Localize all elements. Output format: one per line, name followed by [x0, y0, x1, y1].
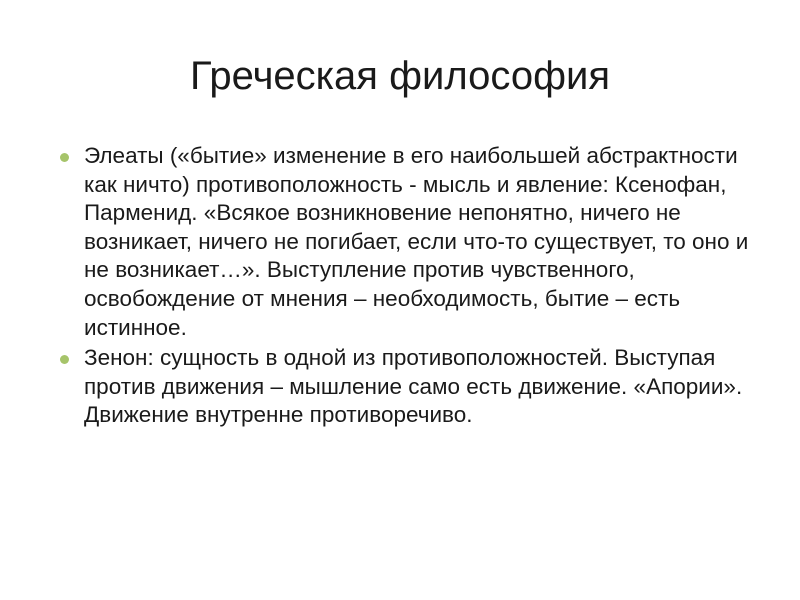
bullet-list [58, 142, 758, 432]
bullet-dot-icon [60, 355, 69, 364]
bullet-dot-icon [60, 153, 69, 162]
bullet-text: Элеаты («бытие» изменение в его наибольшей абстрактности как ничто) противоположность - мысль и явление: Ксенофан, Парменид. «Всякое возникновение непонятно, ничего не возникает, ничего не погибает, если что-то существует, то оно и не возникает…». Выступление против чувственного, освобождение от мнения – необходимость, бытие – есть истинное. [84, 143, 749, 340]
bullet-text: Зенон: сущность в одной из противоположностей. Выступая против движения – мышление само есть движение. «Апории». Движение внутренне противоречиво. [84, 345, 743, 428]
slide-title: Греческая философия [190, 54, 610, 98]
bullet-item-eleatics [58, 142, 758, 342]
bullet-item-zeno [58, 344, 758, 430]
